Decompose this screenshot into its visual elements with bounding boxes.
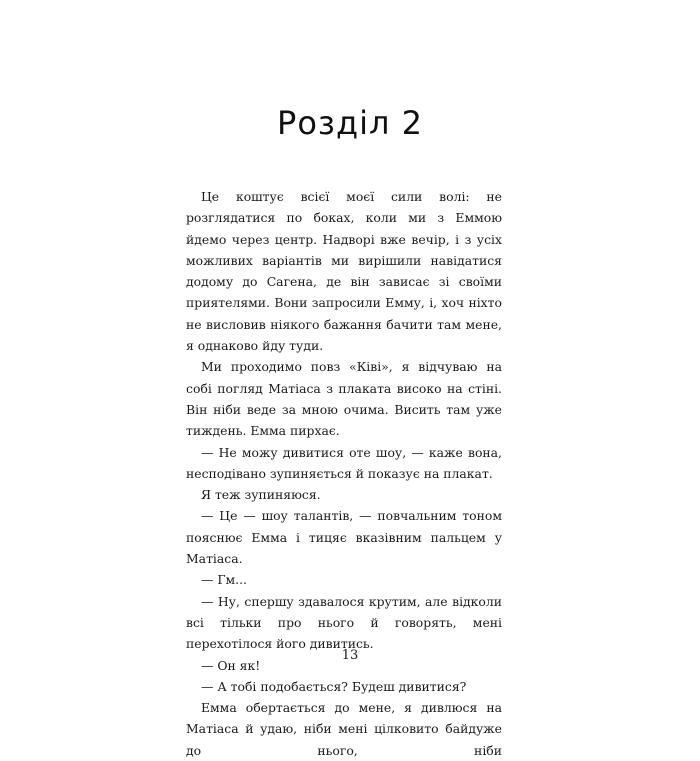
chapter-title: Розділ 2 [277, 104, 423, 142]
paragraph: — Ну, спершу здавалося крутим, але відколи всі тільки про нього й говорять, мені перехотілося його дивитись. [186, 593, 502, 652]
paragraph: Я теж зупиняюся. [201, 487, 321, 503]
body-text [186, 186, 502, 761]
page-number: 13 [341, 648, 359, 663]
paragraph: — Це — шоу талантів, — повчальним тоном пояснює Емма і тицяє вказівним пальцем у Матіаса. [186, 508, 502, 567]
paragraph: — А тобі подобається? Будеш дивитися? [201, 678, 467, 694]
paragraph: Емма обертається до мене, я дивлюся на Матіаса й удаю, ніби мені цілковито байдуже до нього, ніби [186, 700, 502, 758]
paragraph: Це коштує всієї моєї сили волі: не розглядатися по боках, коли ми з Еммою йдемо через центр. Надворі вже вечір, і з усіх можливих варіантів ми вирішили навідатися додому до Сагена, де він зависає зі своїми приятелями. Вони запросили Емму, і, хоч ніхто не висловив ніякого бажання бачити там мене, я однаково йду туди. [186, 189, 502, 354]
paragraph: — Он як! [201, 657, 261, 673]
paragraph: Ми проходимо повз «Ківі», я відчуваю на собі погляд Матіаса з плаката високо на стіні. Він ніби веде за мною очима. Висить там уже тиждень. Емма пирхає. [186, 359, 502, 439]
paragraph: — Не можу дивитися оте шоу, — каже вона, несподівано зупиняється й показує на плакат. [186, 444, 502, 481]
paragraph: — Гм... [201, 572, 247, 588]
